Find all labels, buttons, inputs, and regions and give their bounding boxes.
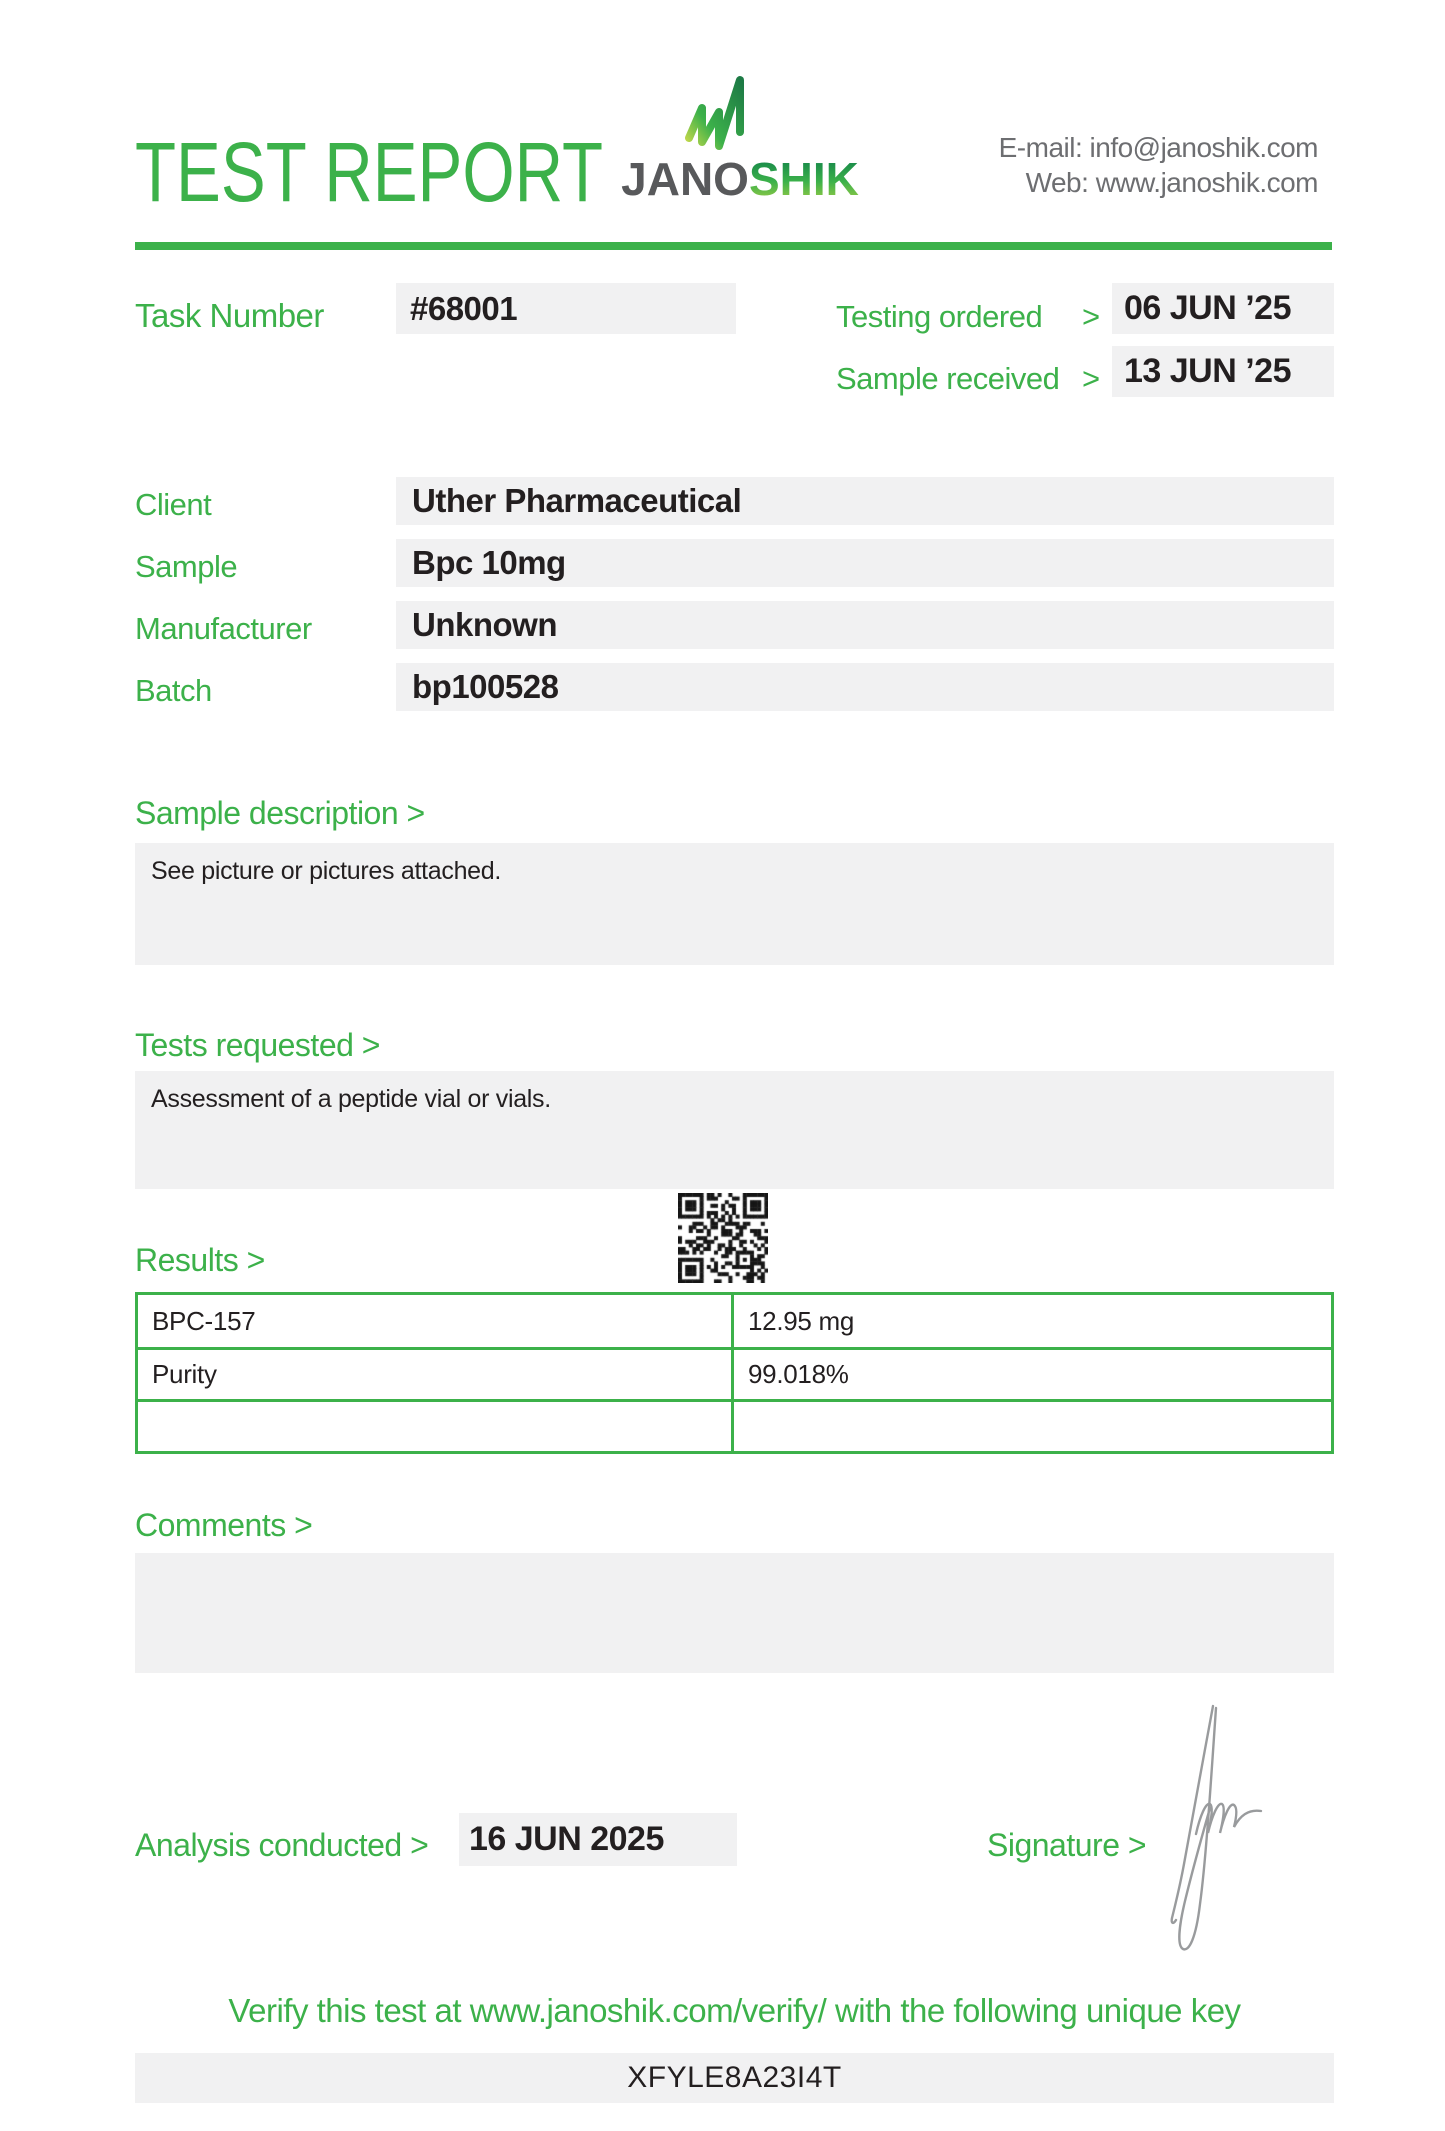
results-cell: Purity: [138, 1347, 731, 1399]
sample-description-box: [135, 843, 1334, 965]
task-number-value-box: [396, 283, 736, 334]
testing-ordered-value: 06 JUN ’25: [1124, 289, 1291, 327]
results-heading: Results >: [135, 1242, 265, 1278]
field-label-batch: Batch: [135, 673, 212, 708]
signature-image: [1165, 1698, 1280, 1960]
chart-logo-icon: [683, 70, 763, 150]
analysis-date-value: 16 JUN 2025: [469, 1820, 664, 1858]
field-label-manufacturer: Manufacturer: [135, 611, 312, 646]
signature-label: Signature >: [987, 1827, 1147, 1863]
sample-description-text: See picture or pictures attached.: [151, 857, 502, 885]
field-value-box-client: [396, 477, 1334, 525]
header-divider: [135, 242, 1332, 250]
qr-code: [678, 1193, 768, 1283]
tests-requested-box: [135, 1071, 1334, 1189]
results-cell: BPC-157: [138, 1295, 731, 1347]
verify-key-box: [135, 2053, 1334, 2103]
verify-instruction: Verify this test at www.janoshik.com/verify/ with the following unique key: [228, 1992, 1241, 2029]
results-cell: 12.95 mg: [731, 1295, 1331, 1347]
field-value-batch: bp100528: [412, 668, 559, 705]
results-cell: [731, 1399, 1331, 1451]
field-value-box-batch: [396, 663, 1334, 711]
field-value-box-sample: [396, 539, 1334, 587]
brand-logo: [615, 152, 865, 206]
sample-received-arrow: >: [1082, 361, 1100, 396]
sample-description-heading: Sample description >: [135, 795, 425, 831]
tests-requested-text: Assessment of a peptide vial or vials.: [151, 1085, 551, 1113]
task-number-value: #68001: [410, 289, 518, 327]
analysis-conducted-label: Analysis conducted >: [135, 1827, 429, 1863]
comments-box: [135, 1553, 1334, 1673]
verify-key-value: XFYLE8A23I4T: [627, 2061, 842, 2094]
contact-block: [999, 130, 1318, 200]
contact-email: E-mail: info@janoshik.com: [998, 132, 1318, 163]
analysis-date-box: [459, 1813, 737, 1866]
contact-web: Web: www.janoshik.com: [1025, 167, 1318, 198]
logo-shik: SHIK: [748, 153, 859, 205]
sample-received-value: 13 JUN ’25: [1124, 352, 1291, 390]
tests-requested-heading: Tests requested >: [135, 1027, 380, 1063]
field-label-client: Client: [135, 487, 212, 522]
field-value-manufacturer: Unknown: [412, 606, 557, 643]
field-value-sample: Bpc 10mg: [412, 544, 566, 581]
field-label-sample: Sample: [135, 549, 238, 584]
testing-ordered-label: Testing ordered: [836, 299, 1043, 334]
field-value-client: Uther Pharmaceutical: [412, 482, 742, 519]
sample-received-value-box: [1112, 346, 1334, 397]
logo-jano: JANO: [621, 153, 749, 205]
results-cell: 99.018%: [731, 1347, 1331, 1399]
testing-ordered-value-box: [1112, 283, 1334, 334]
results-table: [135, 1292, 1334, 1454]
testing-ordered-arrow: >: [1082, 299, 1100, 334]
task-number-label: Task Number: [135, 297, 324, 334]
page-title: TEST REPORT: [135, 125, 604, 219]
sample-received-label: Sample received: [836, 361, 1060, 396]
field-value-box-manufacturer: [396, 601, 1334, 649]
results-cell: [138, 1399, 731, 1451]
comments-heading: Comments >: [135, 1507, 313, 1543]
